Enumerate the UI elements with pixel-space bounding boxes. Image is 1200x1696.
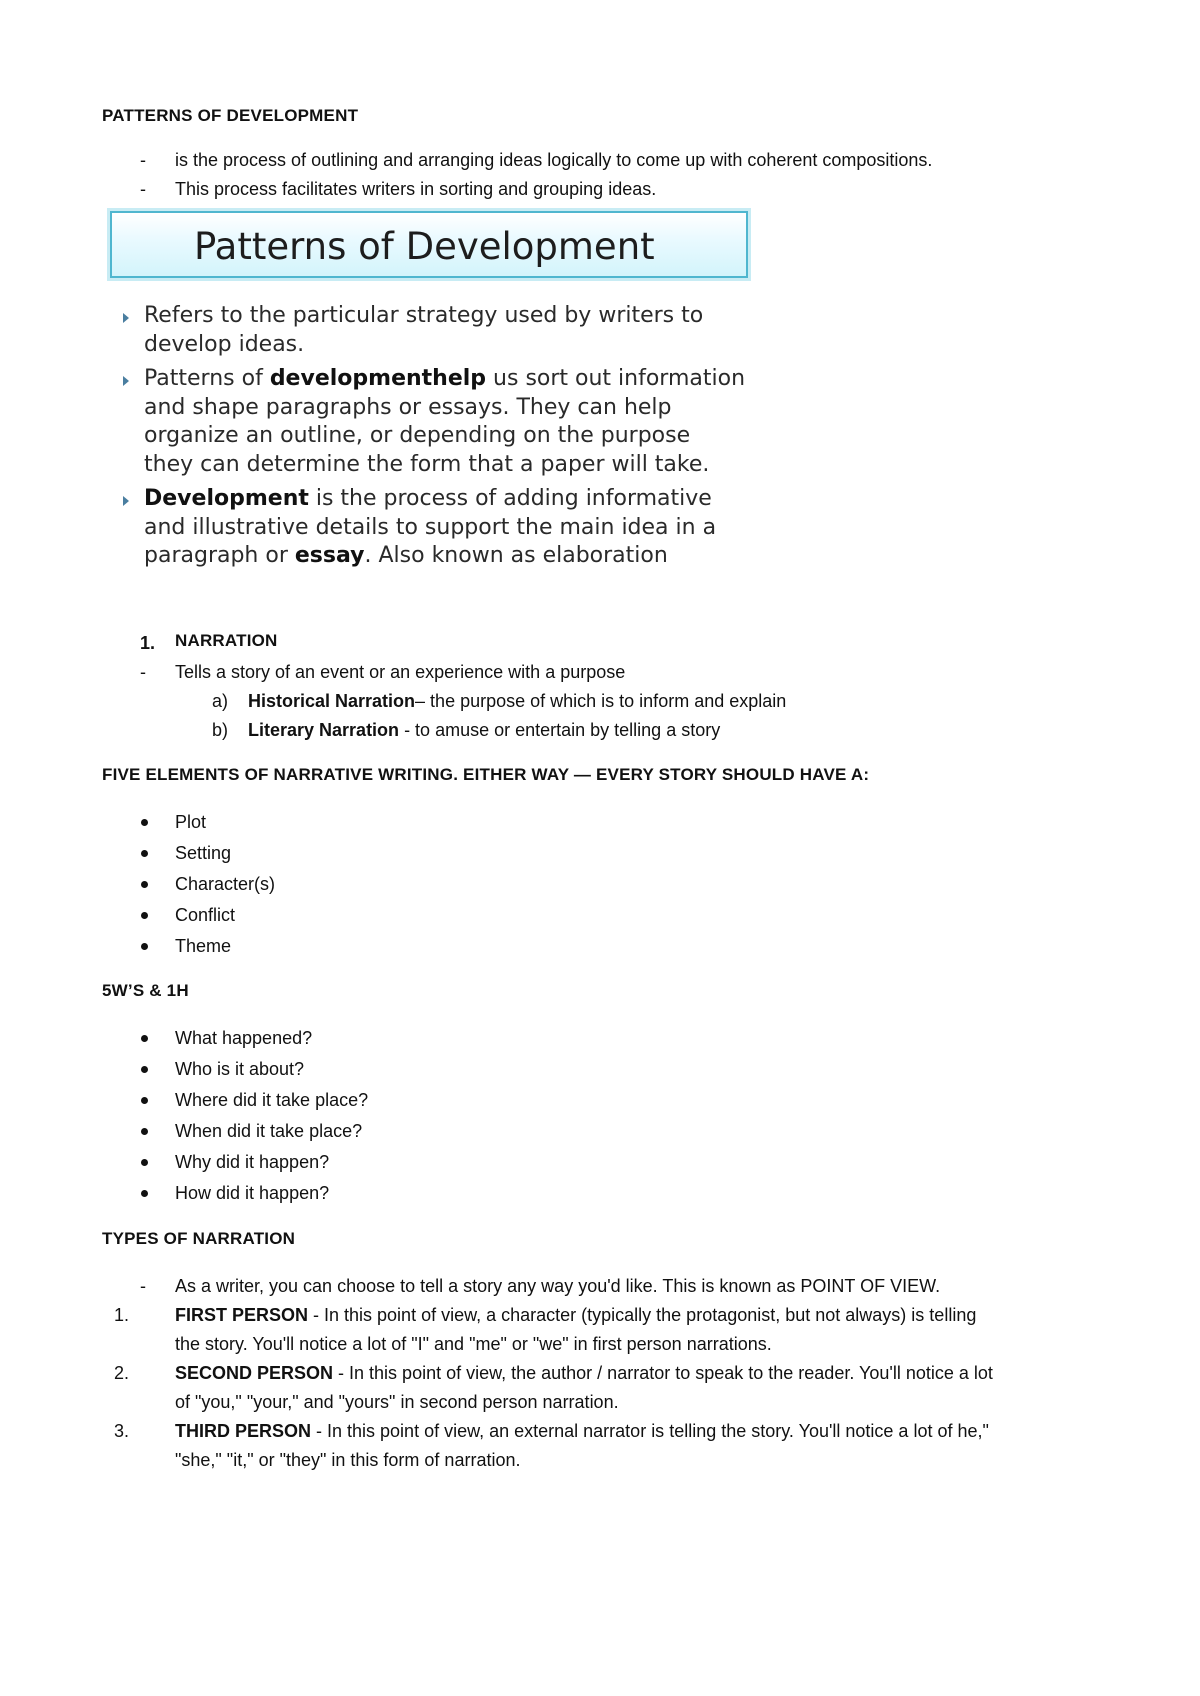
wh-heading: 5W’S & 1H — [102, 981, 189, 1000]
list-item: What happened? — [175, 1028, 313, 1048]
bullet-icon — [141, 1066, 148, 1073]
triangle-bullet-icon — [123, 496, 129, 506]
slide-bullet — [114, 365, 754, 479]
slide-line: and shape paragraphs or essays. They can help — [144, 394, 672, 420]
narration-item: Historical Narration– the purpose of which is to inform and explain — [248, 691, 787, 711]
type-item-line: THIRD PERSON - In this point of view, an external narrator is telling the story. You'll notice a lot of he," — [175, 1421, 989, 1441]
dash-marker: - — [140, 179, 146, 199]
list-item: Theme — [175, 936, 232, 956]
bullet-icon — [141, 1159, 148, 1166]
slide-line: paragraph or essay. Also known as elaboration — [144, 543, 668, 568]
page-title: PATTERNS OF DEVELOPMENT — [102, 106, 359, 125]
intro-line-1: is the process of outlining and arranging ideas logically to come up with coherent compositions. — [175, 150, 933, 170]
bullet-icon — [141, 1035, 148, 1042]
type-item-line: "she," "it," or "they" in this form of narration. — [175, 1450, 521, 1470]
slide-line: Patterns of developmenthelp us sort out information — [144, 366, 746, 391]
types-intro: As a writer, you can choose to tell a story any way you'd like. This is known as POINT OF VIEW. — [175, 1276, 941, 1296]
slide-line: they can determine the form that a paper will take. — [144, 451, 710, 477]
narration-heading: NARRATION — [175, 631, 278, 650]
type-item-line: of "you," "your," and "yours" in second person narration. — [175, 1392, 619, 1412]
bullet-icon — [141, 943, 148, 950]
slide-bullets — [114, 302, 754, 577]
type-item-line: the story. You'll notice a lot of "I" and "me" or "we" in first person narrations. — [175, 1334, 772, 1354]
bullet-icon — [141, 912, 148, 919]
dash-marker: - — [140, 150, 146, 170]
bullet-icon — [141, 1097, 148, 1104]
bullet-icon — [141, 881, 148, 888]
types-heading: TYPES OF NARRATION — [102, 1229, 296, 1248]
bullet-icon — [141, 850, 148, 857]
slide-image — [104, 207, 754, 577]
list-marker: a) — [212, 691, 229, 711]
type-item-line: FIRST PERSON - In this point of view, a character (typically the protagonist, but not always) is telling — [175, 1305, 977, 1325]
slide-title-box — [110, 211, 748, 278]
slide-line: Development is the process of adding informative — [144, 486, 712, 511]
triangle-bullet-icon — [123, 313, 129, 323]
list-item: Character(s) — [175, 874, 276, 894]
dash-marker: - — [140, 662, 146, 682]
list-item: Where did it take place? — [175, 1090, 369, 1110]
list-marker: b) — [212, 720, 229, 740]
type-item-line: SECOND PERSON - In this point of view, the author / narrator to speak to the reader. You'll notice a lot — [175, 1363, 993, 1383]
triangle-bullet-icon — [123, 376, 129, 386]
slide-bullet — [114, 302, 754, 359]
bullet-icon — [141, 1128, 148, 1135]
bullet-icon — [141, 819, 148, 826]
list-number: 2. — [114, 1363, 130, 1383]
list-number: 3. — [114, 1421, 130, 1441]
narration-item: Literary Narration - to amuse or entertain by telling a story — [248, 720, 721, 740]
slide-bullet — [114, 485, 754, 571]
list-item: Plot — [175, 812, 207, 832]
slide-line: organize an outline, or depending on the purpose — [144, 423, 691, 448]
list-item: How did it happen? — [175, 1183, 330, 1203]
list-number: 1. — [114, 1305, 130, 1325]
intro-line-2: This process facilitates writers in sorting and grouping ideas. — [175, 179, 657, 199]
narration-definition: Tells a story of an event or an experience with a purpose — [175, 662, 626, 682]
list-item: Conflict — [175, 905, 236, 925]
list-item: Setting — [175, 843, 232, 863]
elements-heading: FIVE ELEMENTS OF NARRATIVE WRITING. EITHER WAY — EVERY STORY SHOULD HAVE A: — [102, 765, 870, 784]
dash-marker: - — [140, 1276, 146, 1296]
slide-line: develop ideas. — [144, 331, 305, 357]
list-item: Why did it happen? — [175, 1152, 330, 1172]
slide-line: and illustrative details to support the main idea in a — [144, 514, 717, 540]
list-item: Who is it about? — [175, 1059, 305, 1079]
section-number: 1. — [140, 633, 156, 653]
bullet-icon — [141, 1190, 148, 1197]
list-item: When did it take place? — [175, 1121, 363, 1141]
slide-line: Refers to the particular strategy used by writers to — [144, 303, 704, 328]
slide-title: Patterns of Development — [194, 225, 655, 268]
